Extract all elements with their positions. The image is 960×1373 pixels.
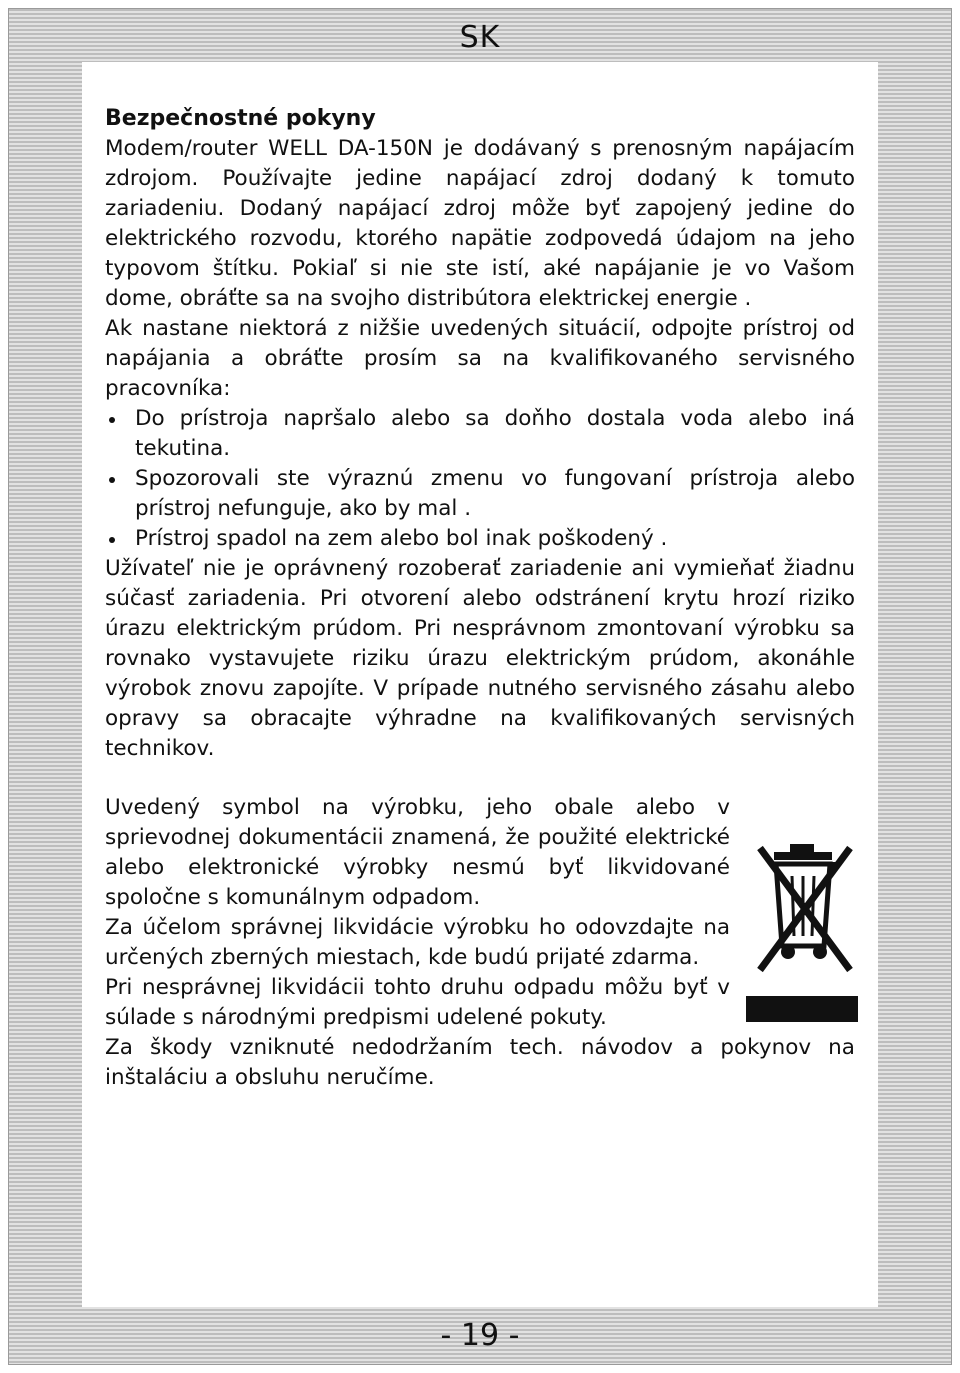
list-item: Spozorovali ste výraznú zmenu vo fungovaní prístroja alebo prístroj nefunguje, ako by mal . [105,464,855,524]
weee-text [105,793,730,1033]
weee-paragraph-1: Uvedený symbol na výrobku, jeho obale alebo v sprievodnej dokumentácii znamená, že použité elektrické alebo elektronické výrobky nesmú byť likvidované spoločne s komunálnym odpadom. [105,795,730,910]
page-content [105,104,855,1093]
language-header: SK [459,20,501,55]
weee-paragraph-2: Za účelom správnej likvidácie výrobku ho odovzdajte na určených zberných miestach, kde budú prijaté zdarma. [105,915,730,970]
safety-title: Bezpečnostné pokyny [105,106,376,131]
crossed-out-wheelie-bin-icon [746,826,858,1026]
conditions-intro: Ak nastane niektorá z nižšie uvedených situácií, odpojte prístroj od napájania a obráťte prosím sa na kvalifikovaného servisného pracovníka: [105,316,855,401]
disclaimer: Za škody vzniknuté nedodržaním tech. návodov a pokynov na inštaláciu a obsluhu neručíme. [105,1035,855,1090]
safety-warning: Užívateľ nie je oprávnený rozoberať zariadenie ani vymieňať žiadnu súčasť zariadenia. Pri otvorení alebo odstránení krytu hrozí riziko úrazu elektrickým prúdom. Pri nesprávnom zmontovaní výrobku sa rovnako vystavujete riziku úrazu elektrickým prúdom, akonáhle výrobok znovu zapojíte. V prípade nutného servisného zásahu alebo opravy sa obracajte výhradne na kvalifikovaných servisných technikov. [105,556,855,761]
weee-paragraph-3: Pri nesprávnej likvidácii tohto druhu odpadu môžu byť v súlade s národnými predpismi udelené pokuty. [105,975,730,1030]
conditions-list [105,404,855,554]
list-item: Prístroj spadol na zem alebo bol inak poškodený . [105,524,855,554]
list-item: Do prístroja napršalo alebo sa doňho dostala voda alebo iná tekutina. [105,404,855,464]
page-number: - 19 - [440,1318,520,1353]
weee-section [105,793,855,1033]
safety-intro: Modem/router WELL DA-150N je dodávaný s prenosným napájacím zdrojom. Používajte jedine napájací zdroj dodaný k tomuto zariadeniu. Dodaný napájací zdroj môže byť zapojený jedine do elektrického rozvodu, ktorého napätie zodpovedá údajom na jeho typovom štítku. Pokiaľ si nie ste istí, aké napájanie je vo Vašom dome, obráťte sa na svojho distribútora elektrickej energie . [105,136,855,311]
